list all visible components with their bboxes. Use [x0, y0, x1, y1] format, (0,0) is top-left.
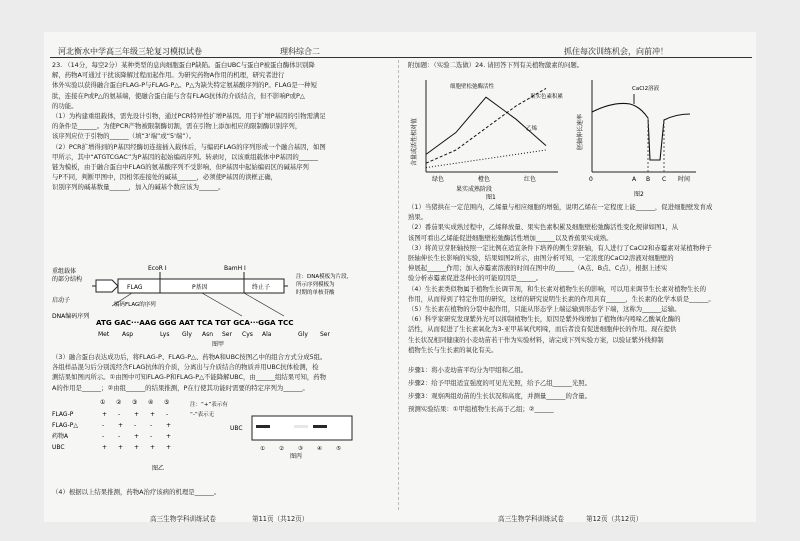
figure-jia-diagram	[52, 262, 392, 347]
fig2-caption: 图2	[634, 191, 644, 198]
table-cell: -	[166, 411, 169, 418]
blot-lane-label: ④	[317, 446, 322, 452]
figure-1-chart	[408, 72, 568, 200]
table-cell: +	[134, 444, 140, 451]
q23-line: 体外实验以获得融合蛋白FLAG-P与FLAG-P△。P△为缺失特定氨基酸序列的P。FLAG是一种短	[52, 81, 317, 90]
figure-yi-caption: 图乙	[152, 465, 165, 472]
amino-acid: Met	[98, 331, 110, 338]
q23-line: 甲所示，其中“ATGTCGAC”为P基因的起始编码序列。转录时，以该重组载体中P基因的______	[52, 152, 318, 161]
fig1-legend-ethylene: 乙烯	[526, 126, 538, 132]
table-cell: -	[150, 422, 153, 429]
question-23-part4: （4）根据以上结果推测，药物A治疗该病的机理是______。	[52, 488, 221, 496]
q24-line: （1）当猪拱在一定范围内，乙烯量与相应细胞的增强，说明乙烯在一定程度上能______，促进细胞壁发育成	[408, 203, 713, 211]
bamh1-site-label: BamH I	[224, 265, 246, 272]
table-row-label: 药物A	[52, 433, 69, 440]
header-left-title: 河北衡水中学高三年级三轮复习模拟试卷	[58, 47, 202, 56]
table-note: 注：“+”表示有	[190, 402, 228, 408]
table-note: “-”表示无	[190, 412, 215, 418]
amino-acid: Ala	[262, 331, 272, 338]
amino-acid: Asp	[122, 331, 134, 338]
figure-bing-caption: 图丙	[290, 453, 303, 460]
fig1-ylabel: 含量或活性相对值	[411, 117, 418, 167]
fig1-series-line	[426, 150, 546, 168]
fig1-legend-enzyme: 细胞壁松弛酶活性	[450, 84, 495, 90]
q23-line: 肽，连接在P或P△的氨基端，使融合蛋白能与含有FLAG抗体的介质结合，但不影响P或P△	[52, 91, 305, 100]
fig2-xtick: B	[646, 176, 651, 183]
blot-band	[313, 425, 327, 428]
fig2-ylabel: 胚轴伸长速率	[577, 113, 584, 151]
question-24-intro: 附加题：（实验二选做）24. 请回答下列有关植物激素的问题。	[408, 61, 584, 69]
table-row-label: UBC	[52, 444, 65, 451]
q23-line: （1）为构建重组载体，需先设计引物，通过PCR特异性扩增P基因。用于扩增P基因的引物需满足	[52, 112, 326, 121]
blot-lane-label: ②	[279, 446, 284, 452]
fig1-xtick: 橙色	[478, 176, 491, 183]
callout-line	[244, 293, 284, 316]
step-line: 预测实验结果：①甲组植物生长高于乙组；②______	[408, 405, 554, 413]
q24-line: 植物生长与生长素的氧化有关。	[408, 345, 498, 354]
amino-acid: Ser	[320, 331, 330, 338]
q24-line: 该图可看出乙烯能促进细胞壁松弛酶活性增加______以及香蕉果实成熟。	[408, 233, 613, 242]
fig2-xtick: A	[632, 176, 637, 183]
q24-line: （3）将黄豆芽胚轴按照一定比例在适宜条件下培养的侧生芽胚轴，有人进行了CaCl2和赤霉素对某植物种子	[408, 243, 712, 252]
q24-line: 胚轴伸长生长影响的实验，结果如图2所示，由图分析可知，一定浓度的CaCl2溶液对细胞壁的	[408, 254, 674, 263]
q23-line: 解，药物A可通过干扰该降解过程而起作用。为研究药物A作用的机理，研究者进行	[52, 71, 285, 80]
q23-line: 各组样品混匀后分别流经含FLAG抗体的介质，分离出与介质结合的物质并用UBC抗体检测，检	[52, 363, 319, 372]
amino-acid: Gly	[182, 331, 192, 338]
vector-note: 的部分结构	[52, 276, 83, 283]
dna-code-label: DNA编码序列	[52, 313, 90, 320]
amino-acid: Ser	[222, 331, 232, 338]
table-cell: +	[134, 411, 140, 418]
table-cell: -	[118, 411, 121, 418]
fig2-legend: CaCl2溶液	[632, 86, 660, 92]
table-col-header: ③	[132, 399, 138, 406]
table-row-label: FLAG-P△	[52, 422, 78, 429]
fig1-xtick: 红色	[524, 176, 537, 183]
table-cell: +	[102, 411, 108, 418]
q24-line: 验分析赤霉素促进茎伸长的可能原因是______。	[408, 274, 543, 283]
q24-line: 生长状况相同健康的小麦幼苗若干作为实验材料，请完成下列实验方案，以验证紫外线抑制	[408, 335, 664, 344]
column-divider	[398, 60, 399, 510]
fig1-caption: 图1	[486, 194, 496, 200]
header-rule	[50, 57, 752, 58]
q23-line: （2）PCR扩增得到的P基因经酶切连接插入载体后，与编码FLAG的序列形成一个融合基因，如图	[52, 142, 326, 151]
table-cell: +	[118, 444, 124, 451]
table-cell: +	[134, 433, 140, 440]
p-gene-label: P基因	[192, 284, 208, 291]
fig1-xtick: 绿色	[432, 176, 445, 183]
q23-line: 识别序列的碱基数量______，加入的碱基个数应该为______。	[52, 183, 225, 192]
q23-line: 与P不同，判断甲图中，因相邻连接处的碱基______，必须使P基因的读框正确，	[52, 173, 277, 182]
table-cell: +	[166, 422, 172, 429]
q23-line: 该序列应位于引物的______（填“3'端”或“5'端”）。	[52, 132, 196, 141]
footer-right-title: 高三生物学科训练试卷	[498, 515, 564, 523]
step-line: 步骤2：给予甲组适宜强度的可见光光照，给予乙组______光照。	[408, 379, 592, 387]
table-cell: -	[118, 433, 121, 440]
figure-note: 所示序列模板为	[296, 282, 335, 288]
blot-lane-label: ⑤	[336, 446, 341, 452]
amino-acid: Asn	[202, 331, 214, 338]
figure-note: 注：DNA模板为片段，	[296, 274, 353, 280]
experiment-steps	[408, 364, 750, 416]
dna-sequence: ATG GAC···AAG GGG AAT TCA TGT GCA···GGA TCC	[96, 318, 294, 327]
table-cell: +	[150, 444, 156, 451]
header-right-motto: 抓住每次训练机会，向前冲！	[564, 47, 668, 56]
fig2-xlabel: 时间	[678, 176, 691, 183]
footer-right-page: 第12页（共12页）	[586, 515, 643, 523]
q24-line: （4）生长素类似物属于植物生长调节剂，和生长素对植物生长的影响，可以用来调节生长素对植物生长的	[408, 284, 707, 293]
figure-bing-blot	[228, 408, 368, 468]
vector-note: 重组载体	[52, 268, 77, 275]
footer-left-title: 高三生物学科训练试卷	[150, 515, 216, 523]
ecor1-site-label: EcoR I	[148, 265, 167, 272]
q23-line: 的功能。	[52, 101, 78, 110]
fig2-xtick: C	[662, 176, 667, 183]
q23-line: 测结果如图丙所示。①由图中可知FLAG-P和FLAG-P△不能降解UBC，由______组结果可知，药物	[52, 373, 327, 382]
table-cell: +	[166, 444, 172, 451]
q24-line: （2）番茄果实成熟过程中，乙烯释放量、果实色素积累及细胞壁松弛酶活性变化规律如图1，从	[408, 223, 679, 232]
question-23-part3	[52, 352, 392, 393]
step-line: 步骤1：将小麦幼苗平均分为甲组和乙组。	[408, 366, 528, 374]
q24-line: 活性，从而促进了生长素氧化为3-亚甲基氧代吲哚，而后者没有促进细胞伸长的作用。现在提供	[408, 325, 677, 334]
table-cell: -	[102, 422, 105, 429]
amino-acid: Gly	[298, 331, 308, 338]
table-cell: -	[102, 433, 105, 440]
table-row-label: FLAG-P	[52, 411, 74, 418]
table-cell: +	[166, 433, 172, 440]
figure-jia-caption: 图甲	[212, 341, 225, 347]
amino-acid: Cys	[242, 331, 253, 338]
amino-acid: Lys	[160, 331, 170, 338]
terminator-label: 终止子	[252, 284, 271, 291]
flag-box-label: FLAG	[127, 284, 143, 291]
table-col-header: ②	[116, 399, 122, 406]
q23-line: 链为模板，由于融合蛋白中FLAG的氨基酸序列不受影响，但P基因中起始编码区的碱基序列	[52, 163, 309, 172]
table-col-header: ④	[148, 399, 154, 406]
fig1-xlabel: 果实成熟阶段	[456, 186, 493, 193]
q23-line: 23. （14分，每空2分）某种类型的息肉细胞蛋白P缺陷。蛋白UBC与蛋白P被蛋白酶体识别降	[52, 61, 315, 69]
blot-lane-label: ③	[298, 446, 303, 452]
table-cell: +	[150, 411, 156, 418]
q24-line: 伸展起______作用；加入赤霉素溶液的时间在图中的______（A点、B点、C点），根据上述实	[408, 264, 668, 273]
blot-lane-label: ①	[260, 446, 265, 452]
question-24-text	[408, 202, 750, 355]
q23-line: 的条件是______。为使PCR产物被限制酶切割，需在引物上添加相应的限制酶识别序列，	[52, 122, 302, 131]
table-cell: -	[150, 433, 153, 440]
promoter-arrow	[96, 280, 118, 292]
q23-line: （3）融合蛋白表达成功后，将FLAG-P、FLAG-P△、药物A和UBC按图乙中的组合方式分成5组。	[52, 353, 327, 361]
fig2-growth-curve	[592, 103, 690, 160]
footer-left-page: 第11页（共12页）	[252, 515, 309, 523]
table-cell: -	[134, 422, 137, 429]
header-center-subject: 理科综合二	[280, 47, 320, 56]
q24-line: （5）生长素在植物的分裂中起作用，只能从形态学上端运输到形态学下端，这称为______运输。	[408, 305, 681, 314]
blot-label: UBC	[230, 425, 243, 432]
q24-line: 熟果。	[408, 213, 428, 222]
blot-band	[294, 425, 308, 428]
q24-line: （6）科学家研究发现紫外光可以抑制植物生长，原因是紫外线增加了植物体内吲哚乙酸氧化酶的	[408, 315, 681, 324]
blot-band	[256, 425, 270, 428]
figure-yi-table	[52, 394, 242, 474]
callout-line	[202, 293, 242, 316]
q23-line: A的作用是______；②由组______的结果推测，P在行使其功能时需要的特定序列为______。	[52, 383, 309, 392]
q24-line: 作用，从而得到了特定作用的研究，这样的研究说明生长素的作用具有______，生长素的化学本质是______。	[408, 294, 715, 303]
question-23-text	[52, 60, 392, 193]
amino-acid-row	[98, 331, 331, 338]
fig1-legend-pigment: 果实色素积累	[530, 94, 564, 100]
step-line: 步骤3：观察两组幼苗的生长状况和高度，并测量______的含量。	[408, 392, 592, 400]
fig2-xtick: 0	[589, 176, 593, 183]
figure-2-chart	[574, 72, 704, 200]
table-cell: +	[118, 422, 124, 429]
promoter-label: 启动子	[52, 297, 71, 304]
flag-code-label: 编码FLAG的序列	[114, 302, 156, 308]
table-col-header: ⑤	[164, 399, 170, 406]
table-col-header: ①	[100, 399, 106, 406]
table-cell: +	[102, 444, 108, 451]
figure-note: 时期的单核苷酸	[296, 290, 335, 296]
